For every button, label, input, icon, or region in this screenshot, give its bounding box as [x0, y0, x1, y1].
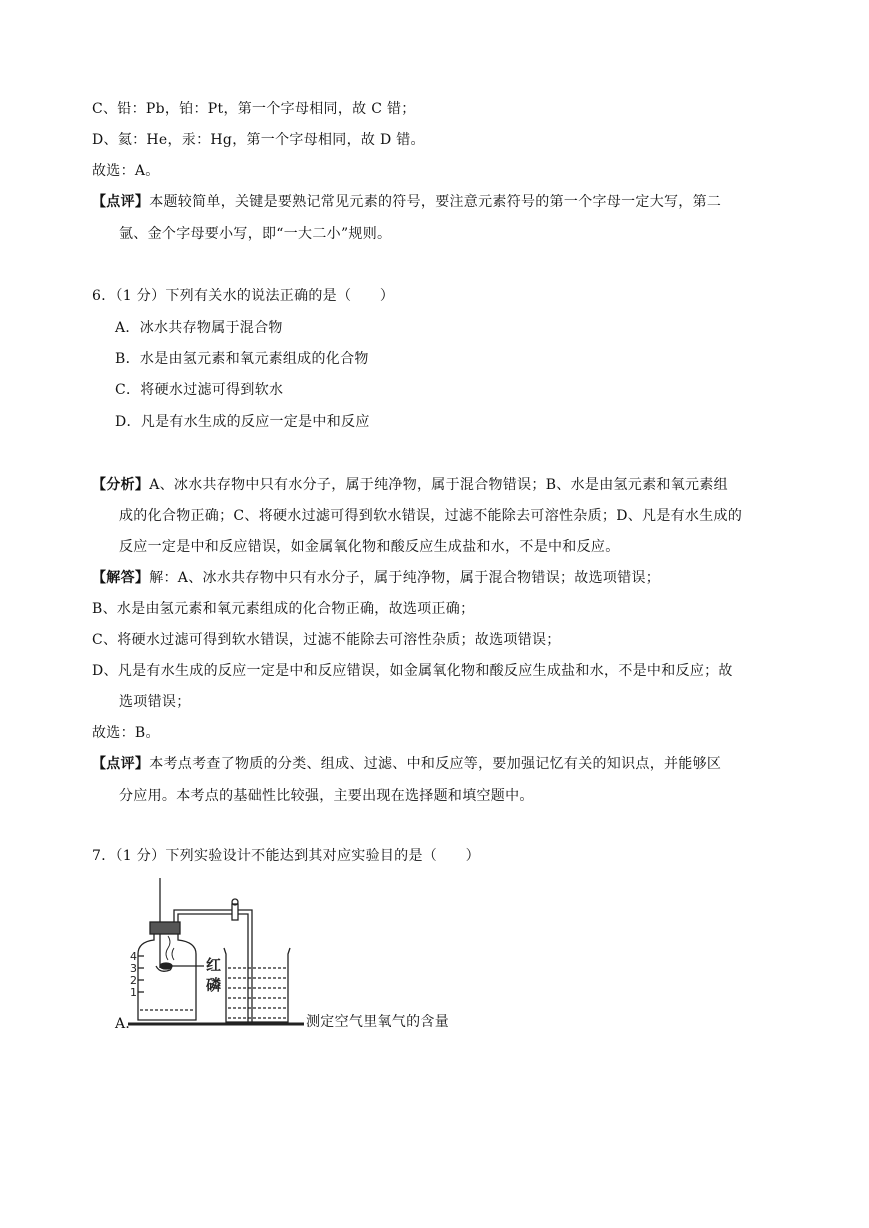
prev-comment-line-2: 氩、金个字母要小写，即“一大二小”规则。: [119, 226, 392, 242]
comment-tag: 【点评】: [92, 194, 150, 210]
q6-answer-line-5: 选项错误；: [119, 694, 191, 710]
prev-comment-line-1: [92, 192, 721, 212]
answer-tag: 【解答】: [92, 570, 150, 586]
q6-option-c: C．将硬水过滤可得到软水: [115, 382, 284, 398]
comment-text: 本题较简单，关键是要熟记常见元素的符号，要注意元素符号的第一个字母一定大写，第二: [149, 194, 722, 210]
q6-analysis-line-3: 反应一定是中和反应错误，如金属氧化物和酸反应生成盐和水，不是中和反应。: [119, 539, 620, 555]
red-phosphorus-label-1: 红: [206, 956, 222, 974]
q6-option-d: D．凡是有水生成的反应一定是中和反应: [115, 414, 370, 430]
oxygen-measurement-apparatus-figure: [128, 872, 308, 1028]
q6-analysis-line-2: 成的化合物正确；C、将硬水过滤可得到软水错误，过滤不能除去可溶性杂质；D、凡是有水生成的: [119, 508, 743, 524]
q6-analysis-line-1: [92, 475, 728, 495]
scale-label-3: 3: [130, 962, 137, 975]
analysis-text: A、冰水共存物中只有水分子，属于纯净物，属于混合物错误；B、水是由氢元素和氧元素组: [149, 477, 728, 493]
answer-text: 解：A、冰水共存物中只有水分子，属于纯净物，属于混合物错误；故选项错误；: [149, 570, 661, 586]
comment-text: 本考点考查了物质的分类、组成、过滤、中和反应等，要加强记忆有关的知识点，并能够区: [149, 756, 722, 772]
spring-clamp: [232, 904, 238, 920]
scale-label-2: 2: [130, 974, 137, 987]
q6-answer-line-3: C、将硬水过滤可得到软水错误，过滤不能除去可溶性杂质；故选项错误；: [92, 632, 561, 648]
prev-choice: 故选：A。: [92, 163, 160, 179]
q6-stem: 6．（1 分）下列有关水的说法正确的是（ ）: [92, 288, 395, 304]
q6-choice: 故选：B。: [92, 725, 160, 741]
scale-label-4: 4: [130, 950, 137, 963]
q7-option-a-label: A．: [115, 1016, 140, 1032]
analysis-tag: 【分析】: [92, 477, 150, 493]
q6-comment-line-1: [92, 754, 721, 774]
red-phosphorus-label-2: 磷: [206, 976, 222, 994]
collecting-bottle: [138, 934, 196, 1020]
q6-option-b: B．水是由氢元素和氧元素组成的化合物: [115, 351, 369, 367]
q6-option-a: A．冰水共存物属于混合物: [115, 320, 283, 336]
q6-answer-line-4: D、凡是有水生成的反应一定是中和反应错误，如金属氧化物和酸反应生成盐和水，不是中和反应；故: [92, 663, 733, 679]
q6-answer-line-2: B、水是由氢元素和氧元素组成的化合物正确，故选项正确；: [92, 601, 475, 617]
comment-tag: 【点评】: [92, 756, 150, 772]
beaker: [224, 948, 290, 1022]
q6-answer-line-1: [92, 568, 660, 588]
q7-stem: 7．（1 分）下列实验设计不能达到其对应实验目的是（ ）: [92, 848, 480, 864]
scale-label-1: 1: [130, 986, 137, 999]
q6-comment-line-2: 分应用。本考点的基础性比较强，主要出现在选择题和填空题中。: [119, 788, 534, 804]
prev-explain-c: C、铅：Pb，铂：Pt，第一个字母相同，故 C 错；: [92, 101, 416, 117]
stopper: [150, 922, 180, 934]
q7-option-a-caption: 测定空气里氧气的含量: [306, 1014, 449, 1030]
prev-explain-d: D、氦：He，汞：Hg，第一个字母相同，故 D 错。: [92, 132, 425, 148]
